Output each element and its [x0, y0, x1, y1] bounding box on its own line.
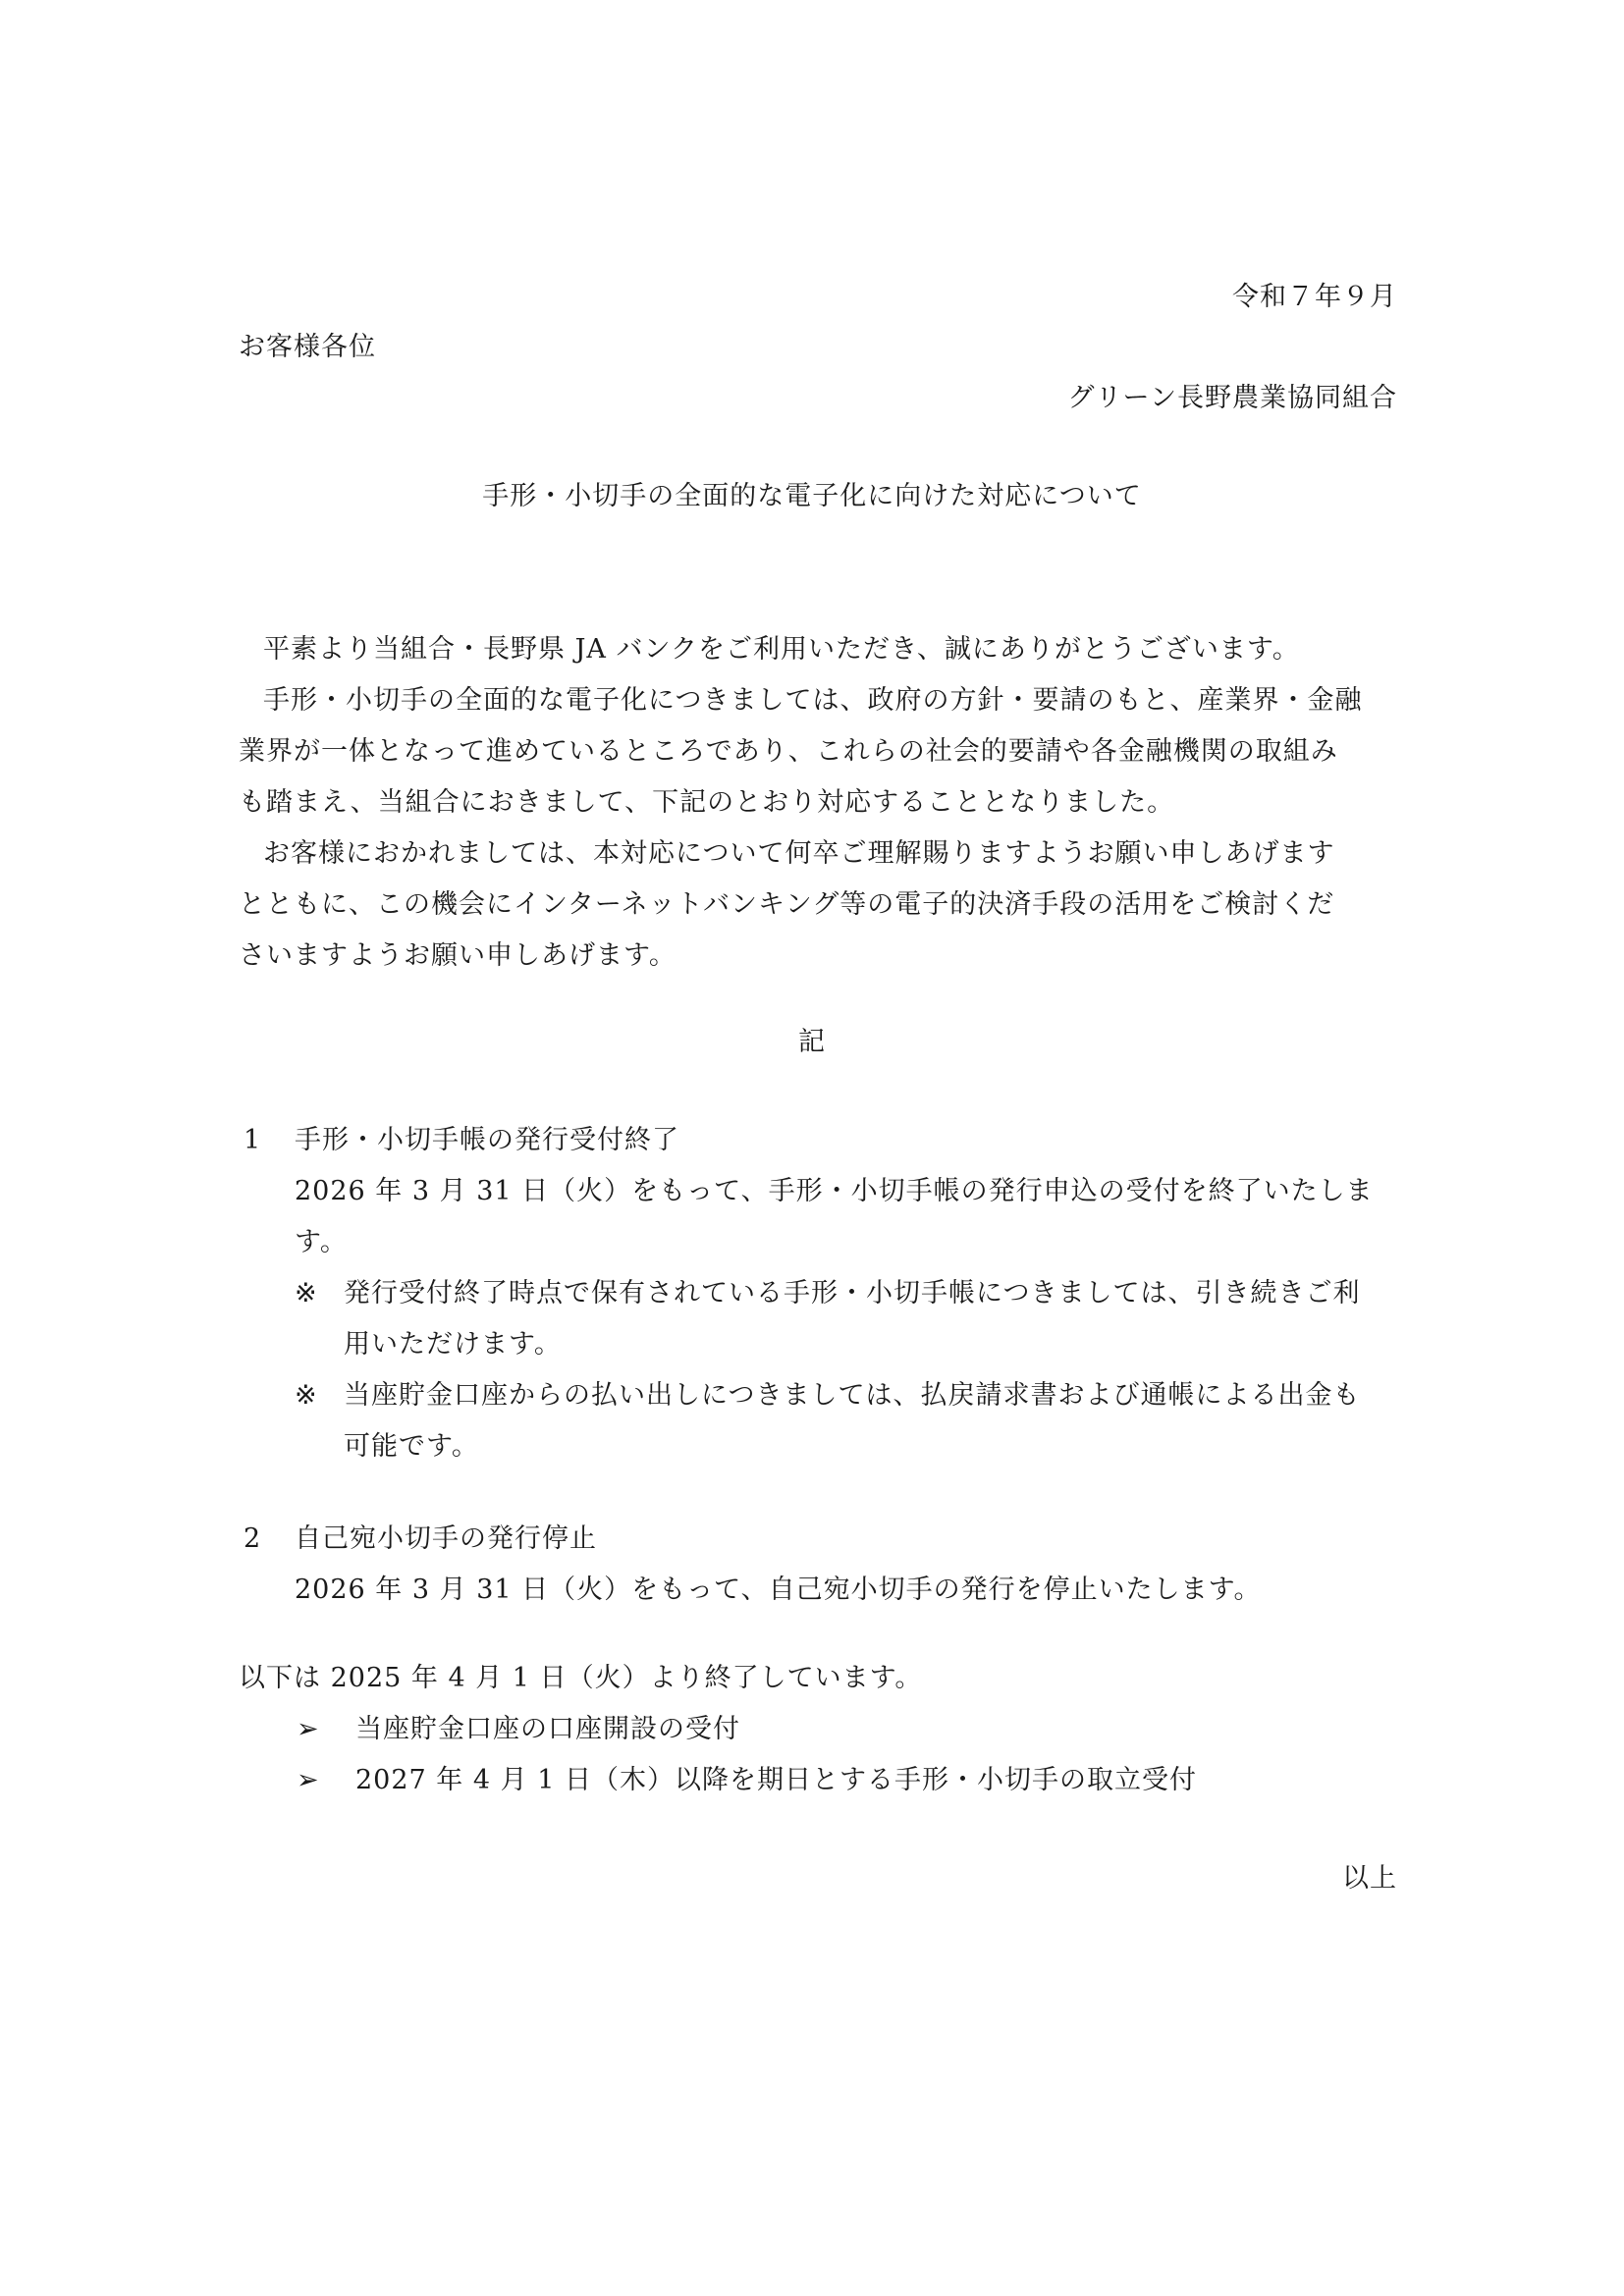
note-1-line-1: 発行受付終了時点で保有されている手形・小切手帳につきましては、引き続きご利: [344, 1278, 1361, 1308]
note-2-line-1: 当座貯金口座からの払い出しにつきましては、払戻請求書および通帳による出金も: [344, 1380, 1361, 1411]
intro-paragraph-3-line-1: お客様におかれましては、本対応について何卒ご理解賜りますようお願い申しあげます: [263, 838, 1335, 869]
note-2-line-2: 可能です。: [344, 1431, 479, 1462]
intro-paragraph-2-line-2: 業界が一体となって進めているところであり、これらの社会的要請や各金融機関の取組み: [239, 736, 1338, 767]
intro-paragraph-3-line-2: とともに、この機会にインターネットバンキング等の電子的決済手段の活用をご検討くだ: [239, 889, 1335, 920]
intro-paragraph-2-line-1: 手形・小切手の全面的な電子化につきましては、政府の方針・要請のもと、産業界・金融: [263, 685, 1363, 716]
closing: 以上: [1342, 1863, 1397, 1894]
bullet-2-mark: ➢: [297, 1765, 320, 1795]
section-1-heading: 手形・小切手帳の発行受付終了: [295, 1125, 679, 1155]
ki-heading: 記: [798, 1027, 826, 1057]
note-1-line-2: 用いただけます。: [344, 1329, 562, 1360]
bullet-1-mark: ➢: [297, 1714, 320, 1744]
bullet-1-text: 当座貯金口座の口座開設の受付: [355, 1714, 740, 1744]
note-1-mark: ※: [295, 1278, 318, 1308]
section-1-body-line-1: 2026 年 3 月 31 日（火）をもって、手形・小切手帳の発行申込の受付を終了いたしま: [295, 1176, 1374, 1206]
document-date: 令和７年９月: [1232, 282, 1397, 312]
sender: グリーン長野農業協同組合: [1067, 383, 1397, 413]
bullet-2-text: 2027 年 4 月 1 日（木）以降を期日とする手形・小切手の取立受付: [355, 1765, 1197, 1795]
ended-lead: 以下は 2025 年 4 月 1 日（火）より終了しています。: [239, 1663, 923, 1693]
section-1-body-line-2: す。: [295, 1227, 348, 1257]
section-2-number: 2: [244, 1523, 262, 1554]
note-2-mark: ※: [295, 1380, 318, 1411]
section-2-body: 2026 年 3 月 31 日（火）をもって、自己宛小切手の発行を停止いたします。: [295, 1575, 1262, 1605]
section-2-heading: 自己宛小切手の発行停止: [295, 1523, 597, 1554]
recipient: お客様各位: [239, 332, 376, 362]
document-title: 手形・小切手の全面的な電子化に向けた対応について: [482, 481, 1142, 511]
intro-paragraph-2-line-3: も踏まえ、当組合におきまして、下記のとおり対応することとなりました。: [239, 787, 1175, 818]
intro-paragraph-3-line-3: さいますようお願い申しあげます。: [239, 940, 677, 971]
section-1-number: 1: [244, 1125, 262, 1155]
intro-paragraph-1: 平素より当組合・長野県 JA バンクをご利用いただき、誠にありがとうございます。: [263, 634, 1300, 665]
